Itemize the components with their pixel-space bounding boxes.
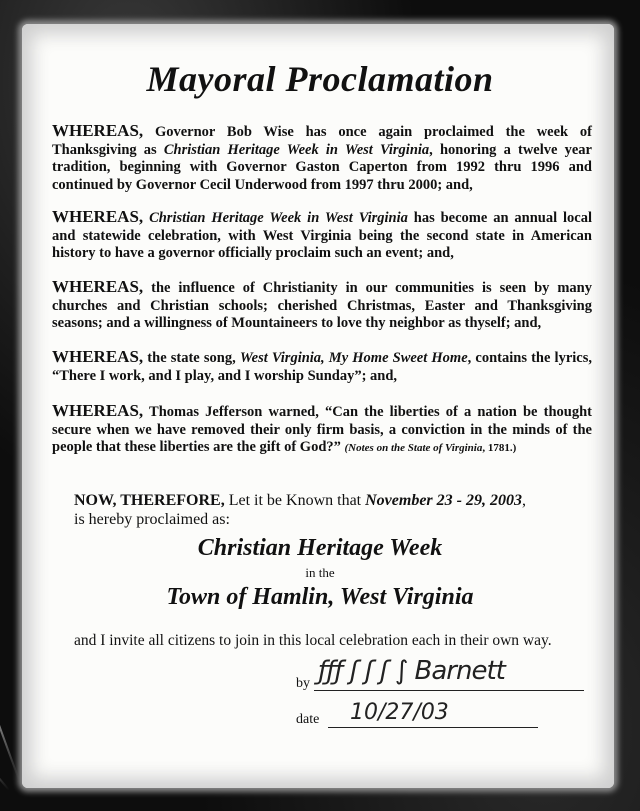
whereas-paragraph-2 (52, 208, 592, 263)
now-therefore-statement (74, 491, 594, 529)
date-line (328, 727, 538, 728)
citation-year: , 1781.) (482, 442, 517, 454)
whereas-paragraph-1 (52, 122, 592, 194)
signed-date: 10/27/03 (350, 700, 449, 725)
whereas-lead: WHEREAS, (52, 401, 144, 420)
by-label: by (296, 676, 310, 691)
signature: ƒƒƒ ʃ ʃ ʃ ∫ Barnett (318, 656, 505, 686)
town-name: Town of Hamlin, West Virginia (166, 584, 474, 610)
event-name: Christian Heritage Week (197, 535, 443, 561)
paragraph-text: , contains the lyrics, “There I work, and I play, and I worship Sunday”; and, (52, 350, 593, 384)
in-the-text: in the (305, 565, 335, 580)
paragraph-text: the influence of Christianity in our communities is seen by many churches and Christian schools; cherished Christmas, Easter and Thanksgiving seasons; and a willingness of Mountaineers to love thy neighbor as thyself; and, (52, 280, 592, 331)
paragraph-text: Thomas Jefferson warned, “Can the liberties of a nation be thought secure when we have removed their only firm basis, a conviction in the minds of the people that these liberties are the gift of God?” (52, 404, 592, 455)
whereas-lead: WHEREAS, (52, 347, 144, 366)
paragraph-text: , honoring a twelve year tradition, beginning with Governor Gaston Caperton from 1992 thru 1996 and continued by Governor Cecil Underwood from 1997 thru 2000; and, (52, 141, 592, 193)
whereas-paragraph-3 (52, 278, 592, 333)
signature-line (314, 690, 584, 691)
document-title: Mayoral Proclamation (146, 59, 494, 99)
now-therefore-text: Let it be Known that (224, 492, 366, 509)
paragraph-text: Governor Bob Wise has once again proclaimed the week of Thanksgiving as (52, 124, 592, 158)
paragraph-text: the state song, (143, 350, 240, 366)
proclaimed-as-text: is hereby proclaimed as: (74, 511, 230, 528)
proclaimed-dates: November 23 - 29, 2003 (365, 492, 522, 509)
paragraph-italic: Christian Heritage Week in West Virginia (163, 141, 430, 158)
now-therefore-lead: NOW, THEREFORE, (74, 492, 225, 509)
date-label: date (296, 712, 320, 727)
whereas-lead: WHEREAS, (52, 207, 144, 226)
now-therefore-comma: , (521, 492, 526, 509)
whereas-lead: WHEREAS, (52, 121, 144, 140)
citation: (Notes on the State of Virginia (344, 442, 483, 454)
paragraph-italic: Christian Heritage Week in West Virginia (149, 210, 408, 226)
whereas-lead: WHEREAS, (52, 277, 144, 296)
whereas-paragraph-4 (52, 348, 592, 385)
paragraph-text: has become an annual local and statewide celebration, with West Virginia being the second state in American history to have a governor officially proclaim such an event; and, (52, 210, 592, 261)
paragraph-italic: West Virginia, My Home Sweet Home (239, 350, 468, 366)
whereas-paragraph-5 (52, 402, 592, 458)
invitation-text: and I invite all citizens to join in this local celebration each in their own way. (74, 632, 552, 649)
